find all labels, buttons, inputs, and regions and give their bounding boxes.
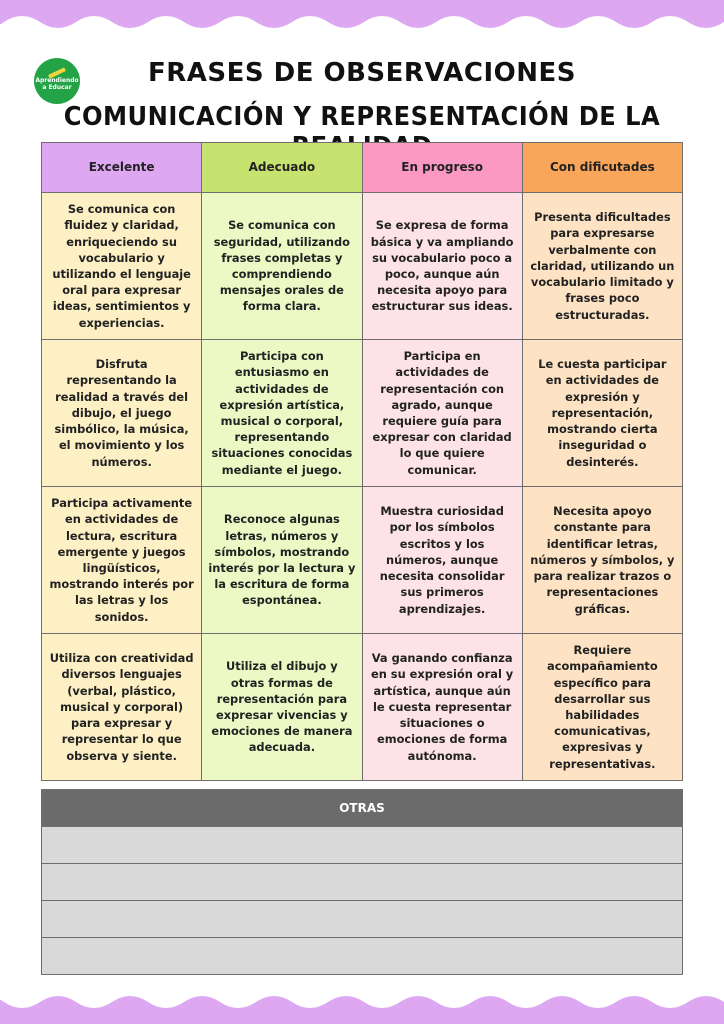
- blank-line[interactable]: [42, 864, 683, 901]
- page-subtitle: COMUNICACIÓN Y REPRESENTACIÓN DE LA: [63, 102, 661, 132]
- top-wave-decoration: [0, 0, 724, 40]
- page-title: FRASES DE OBSERVACIONES: [147, 58, 577, 88]
- cell-excelente: Se comunica con fluidez y claridad, enriqueciendo su vocabulario y utilizando el lenguaje oral para expresar ideas, sentimientos y experiencias.: [42, 193, 202, 340]
- header-excelente: Excelente: [42, 143, 202, 193]
- header-en-progreso: En progreso: [362, 143, 522, 193]
- header-adecuado: Adecuado: [202, 143, 362, 193]
- cell-con-dificultades: Presenta dificultades para expresarse verbalmente con claridad, utilizando un vocabulario limitado y frases poco estructuradas.: [522, 193, 682, 340]
- table-row: [42, 634, 683, 781]
- cell-adecuado: Participa con entusiasmo en actividades de expresión artística, musical o corporal, representando situaciones conocidas mediante el juego.: [202, 340, 362, 487]
- table-row: [42, 340, 683, 487]
- cell-en-progreso: Va ganando confianza en su expresión oral y artística, aunque aún le cuesta representar situaciones o emociones de forma autónoma.: [362, 634, 522, 781]
- cell-con-dificultades: Requiere acompañamiento específico para desarrollar sus habilidades comunicativas, expresivas y representativas.: [522, 634, 682, 781]
- cell-con-dificultades: Le cuesta participar en actividades de expresión y representación, mostrando cierta inseguridad o desinterés.: [522, 340, 682, 487]
- table-header-row: [42, 143, 683, 193]
- cell-adecuado: Reconoce algunas letras, números y símbolos, mostrando interés por la lectura y la escritura de forma espontánea.: [202, 487, 362, 634]
- cell-adecuado: Utiliza el dibujo y otras formas de representación para expresar vivencias y emociones de manera adecuada.: [202, 634, 362, 781]
- cell-excelente: Participa activamente en actividades de lectura, escritura emergente y juegos lingüísticos, mostrando interés por las letras y los sonidos.: [42, 487, 202, 634]
- observations-table: [41, 142, 683, 781]
- cell-con-dificultades: Necesita apoyo constante para identificar letras, números y símbolos, y para realizar trazos o representaciones gráficas.: [522, 487, 682, 634]
- otras-header: OTRAS: [42, 790, 683, 827]
- table-row: [42, 487, 683, 634]
- cell-en-progreso: Participa en actividades de representación con agrado, aunque requiere guía para expresar con claridad lo que quiere comunicar.: [362, 340, 522, 487]
- bottom-wave-decoration: [0, 990, 724, 1024]
- header-con-dificultades: Con dificutades: [522, 143, 682, 193]
- otras-section: [41, 789, 683, 975]
- cell-en-progreso: Se expresa de forma básica y va ampliando su vocabulario poco a poco, aunque aún necesita apoyo para estructurar sus ideas.: [362, 193, 522, 340]
- cell-adecuado: Se comunica con seguridad, utilizando frases completas y comprendiendo mensajes orales de forma clara.: [202, 193, 362, 340]
- cell-excelente: Utiliza con creatividad diversos lenguajes (verbal, plástico, musical y corporal) para expresar y representar lo que observa y siente.: [42, 634, 202, 781]
- blank-line[interactable]: [42, 901, 683, 938]
- blank-line[interactable]: [42, 827, 683, 864]
- logo-text-1: Aprendiendo: [35, 77, 79, 84]
- cell-en-progreso: Muestra curiosidad por los símbolos escritos y los números, aunque necesita consolidar sus primeros aprendizajes.: [362, 487, 522, 634]
- cell-excelente: Disfruta representando la realidad a través del dibujo, el juego simbólico, la música, el movimiento y los números.: [42, 340, 202, 487]
- logo-text-2: a Educar: [42, 84, 72, 91]
- table-row: [42, 193, 683, 340]
- blank-line[interactable]: [42, 938, 683, 975]
